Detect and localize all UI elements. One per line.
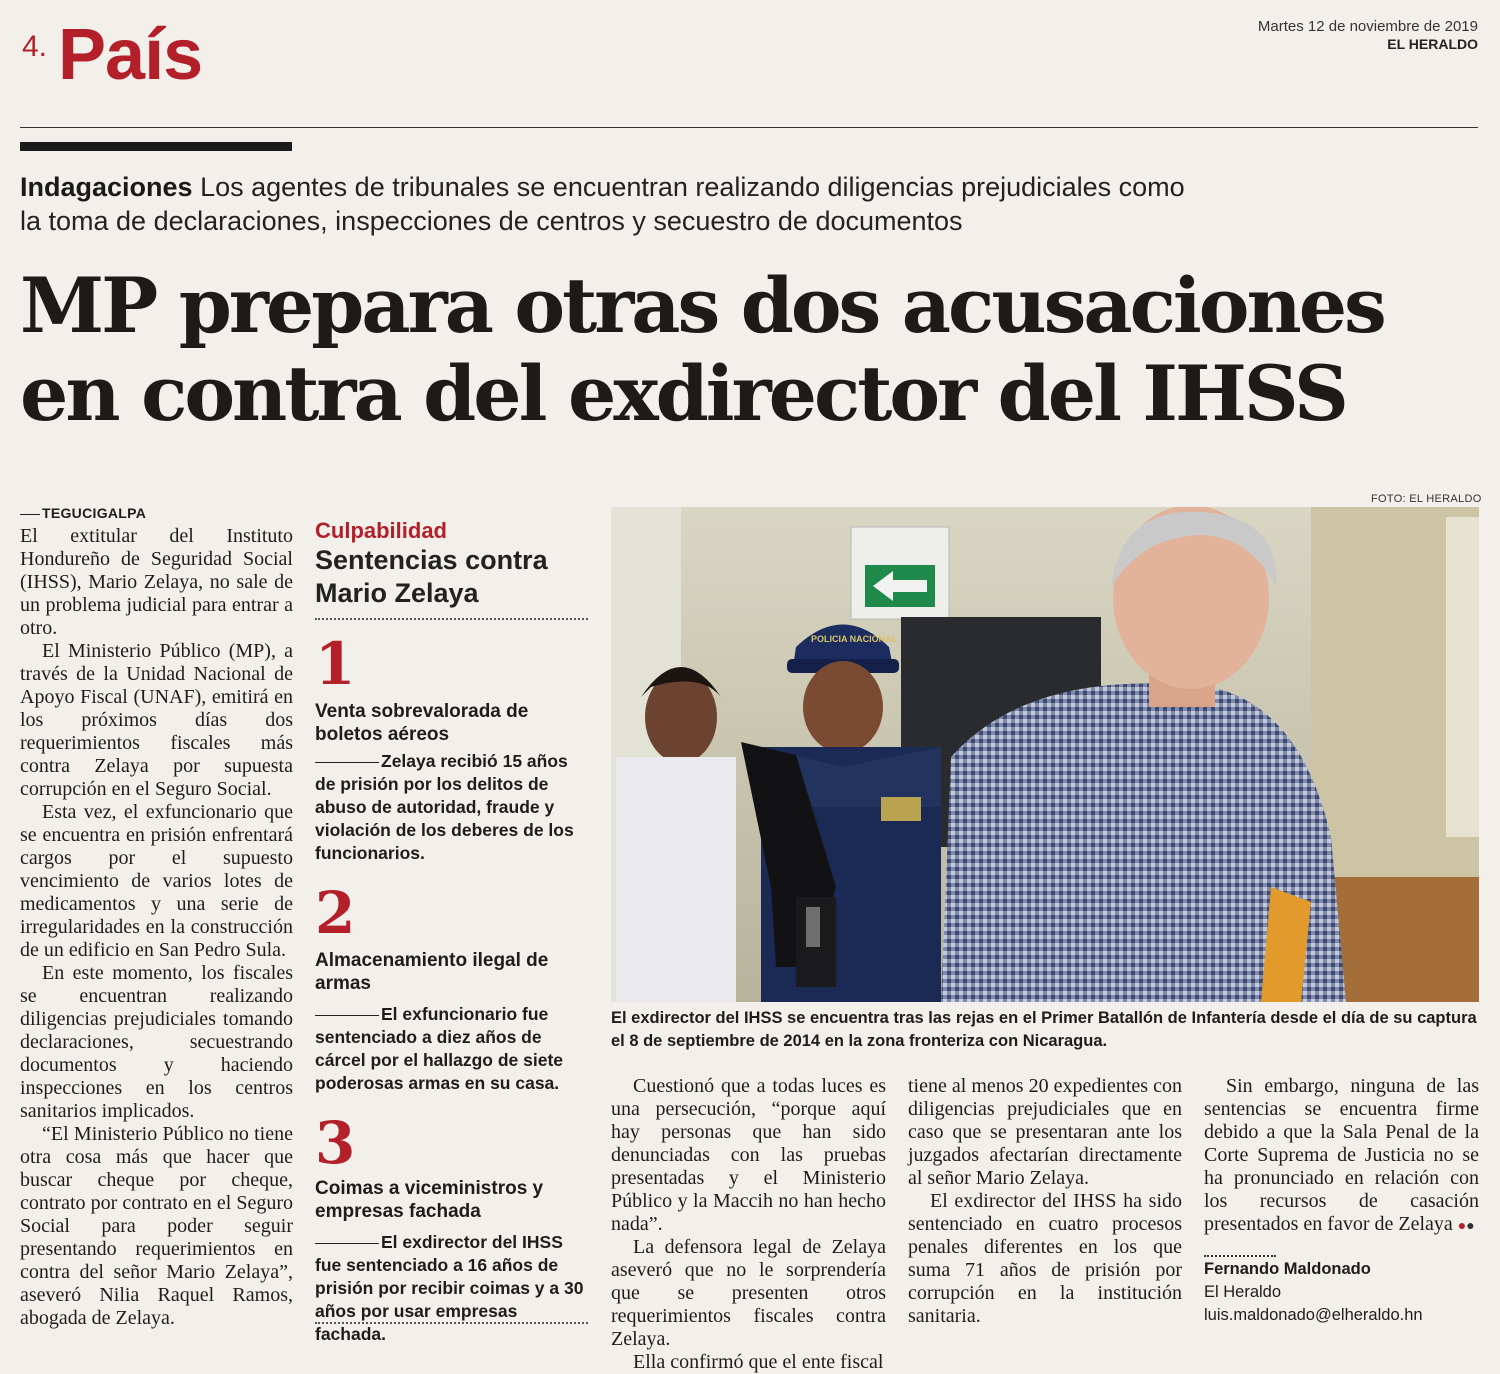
article-column-3: [908, 1075, 1182, 1328]
item-heading: Coimas a viceministros y empresas fachada: [315, 1178, 544, 1222]
exit-sign: [851, 527, 949, 619]
article-column-2: [611, 1075, 886, 1374]
sidebar-item: [315, 879, 588, 1095]
newspaper-name: EL HERALDO: [1387, 36, 1478, 52]
paragraph: tiene al menos 20 expedientes con diligencias prejudiciales que en caso que se presentaran ante los juzgados afectarían directamente al señor Mario Zelaya.: [908, 1075, 1182, 1189]
headline-line-2: en contra del exdirector del IHSS: [20, 349, 1346, 438]
item-text: El exdirector del IHSS fue sentenciado a 16 años de prisión por recibir coimas y a 30 años por usar empresas fachada.: [315, 1232, 584, 1344]
article-column-1: [20, 525, 293, 1330]
item-heading: Venta sobrevalorada de boletos aéreos: [315, 701, 529, 745]
item-number: 1: [315, 630, 356, 698]
sidebar-item: [315, 630, 588, 865]
section-name: País: [58, 15, 203, 95]
photo-caption: El exdirector del IHSS se encuentra tras las rejas en el Primer Batallón de Infantería desde el día de su captura el 8 de septiembre de 2014 en la zona fronteriza con Nicaragua.: [611, 1009, 1477, 1050]
sidebar-kicker: Culpabilidad: [315, 518, 447, 543]
author-block: [1204, 1258, 1423, 1327]
kicker-line-1: Los agentes de tribunales se encuentran realizando diligencias prejudiciales como: [200, 172, 1185, 202]
headline: [20, 262, 1490, 438]
item-text: Zelaya recibió 15 años de prisión por los delitos de abuso de autoridad, fraude y violación de los deberes de los funcionarios.: [315, 751, 574, 863]
kicker-label: Indagaciones: [20, 172, 193, 202]
kicker: [20, 170, 1460, 238]
cap-text: POLICIA NACIONAL: [811, 634, 898, 644]
headline-line-1: MP prepara otras dos acusaciones: [20, 261, 1384, 350]
dateline: TEGUCIGALPA: [20, 505, 146, 521]
header-rule: [20, 127, 1478, 128]
author-email[interactable]: luis.maldonado@elheraldo.hn: [1204, 1306, 1423, 1324]
paragraph: El Ministerio Público (MP), a través de la Unidad Nacional de Apoyo Fiscal (UNAF), emitirá en los próximos días dos requerimientos fiscales más contra Zelaya por supuesta corrupción en el Seguro Social.: [20, 640, 293, 800]
sidebar-bottom-divider: [315, 1322, 588, 1324]
item-heading: Almacenamiento ilegal de armas: [315, 950, 549, 994]
author-name: Fernando Maldonado: [1204, 1260, 1371, 1278]
item-text: El exfuncionario fue sentenciado a diez años de cárcel por el hallazgo de siete poderosas armas en su casa.: [315, 1004, 564, 1093]
paragraph: El exdirector del IHSS ha sido sentenciado en cuatro procesos penales diferentes en los que suma 71 años de prisión por corrupción en la institución sanitaria.: [908, 1190, 1182, 1327]
paragraph: “El Ministerio Público no tiene otra cosa más que hacer que buscar cheque por cheque, contrato por contrato en el Seguro Social para poder seguir presentando requerimientos en contra del señor Mario Zelaya”, aseveró Nilia Raquel Ramos, abogada de Zelaya.: [20, 1123, 293, 1329]
author-outlet: El Heraldo: [1204, 1283, 1282, 1301]
sidebar-box: [315, 518, 588, 1346]
sidebar-item: [315, 1109, 588, 1346]
end-mark-icon: ●: [1457, 1219, 1467, 1234]
author-divider: [1204, 1255, 1276, 1257]
paragraph: Ella confirmó que el ente fiscal: [633, 1351, 884, 1373]
item-number: 2: [315, 879, 356, 947]
photo-credit: FOTO: EL HERALDO: [1371, 493, 1482, 505]
paragraph: La defensora legal de Zelaya aseveró que no le sorprendería que se presenten otros requerimientos fiscales contra Zelaya.: [611, 1236, 886, 1350]
section-bar: [20, 142, 292, 151]
sidebar-divider: [315, 618, 588, 620]
item-number: 3: [315, 1109, 356, 1177]
news-photo: [611, 507, 1479, 1002]
issue-date: Martes 12 de noviembre de 2019: [1257, 18, 1478, 35]
section-number: 4.: [22, 30, 48, 63]
article-column-4: [1204, 1075, 1479, 1238]
sidebar-title: Sentencias contra Mario Zelaya: [315, 545, 548, 608]
paragraph: El extitular del Instituto Hondureño de Seguridad Social (IHSS), Mario Zelaya, no sale de un problema judicial para entrar a otro.: [20, 525, 293, 639]
paragraph: Sin embargo, ninguna de las sentencias se encuentra firme debido a que la Sala Penal de la Corte Suprema de Justicia no se ha pronunciado en relación con los recursos de casación presentados en favor de Zelaya ●●: [1204, 1075, 1479, 1235]
end-mark-icon: ●: [1466, 1219, 1475, 1234]
paragraph: En este momento, los fiscales se encuentran realizando diligencias prejudiciales tomando declaraciones, secuestrando documentos y haciendo inspecciones en los centros sanitarios implicados.: [20, 962, 293, 1122]
paragraph: Cuestionó que a todas luces es una persecución, “porque aquí hay personas que han sido denunciadas con las pruebas presentadas y el Ministerio Público y la Maccih no han hecho nada”.: [611, 1075, 886, 1235]
paragraph: Esta vez, el exfuncionario que se encuentra en prisión enfrentará cargos por el supuesto vencimiento de varios lotes de medicamentos y una serie de irregularidades en la construcción de un edificio en San Pedro Sula.: [20, 801, 293, 961]
photo-illustration: [611, 507, 1479, 1002]
kicker-line-2: la toma de declaraciones, inspecciones de centros y secuestro de documentos: [20, 206, 963, 236]
